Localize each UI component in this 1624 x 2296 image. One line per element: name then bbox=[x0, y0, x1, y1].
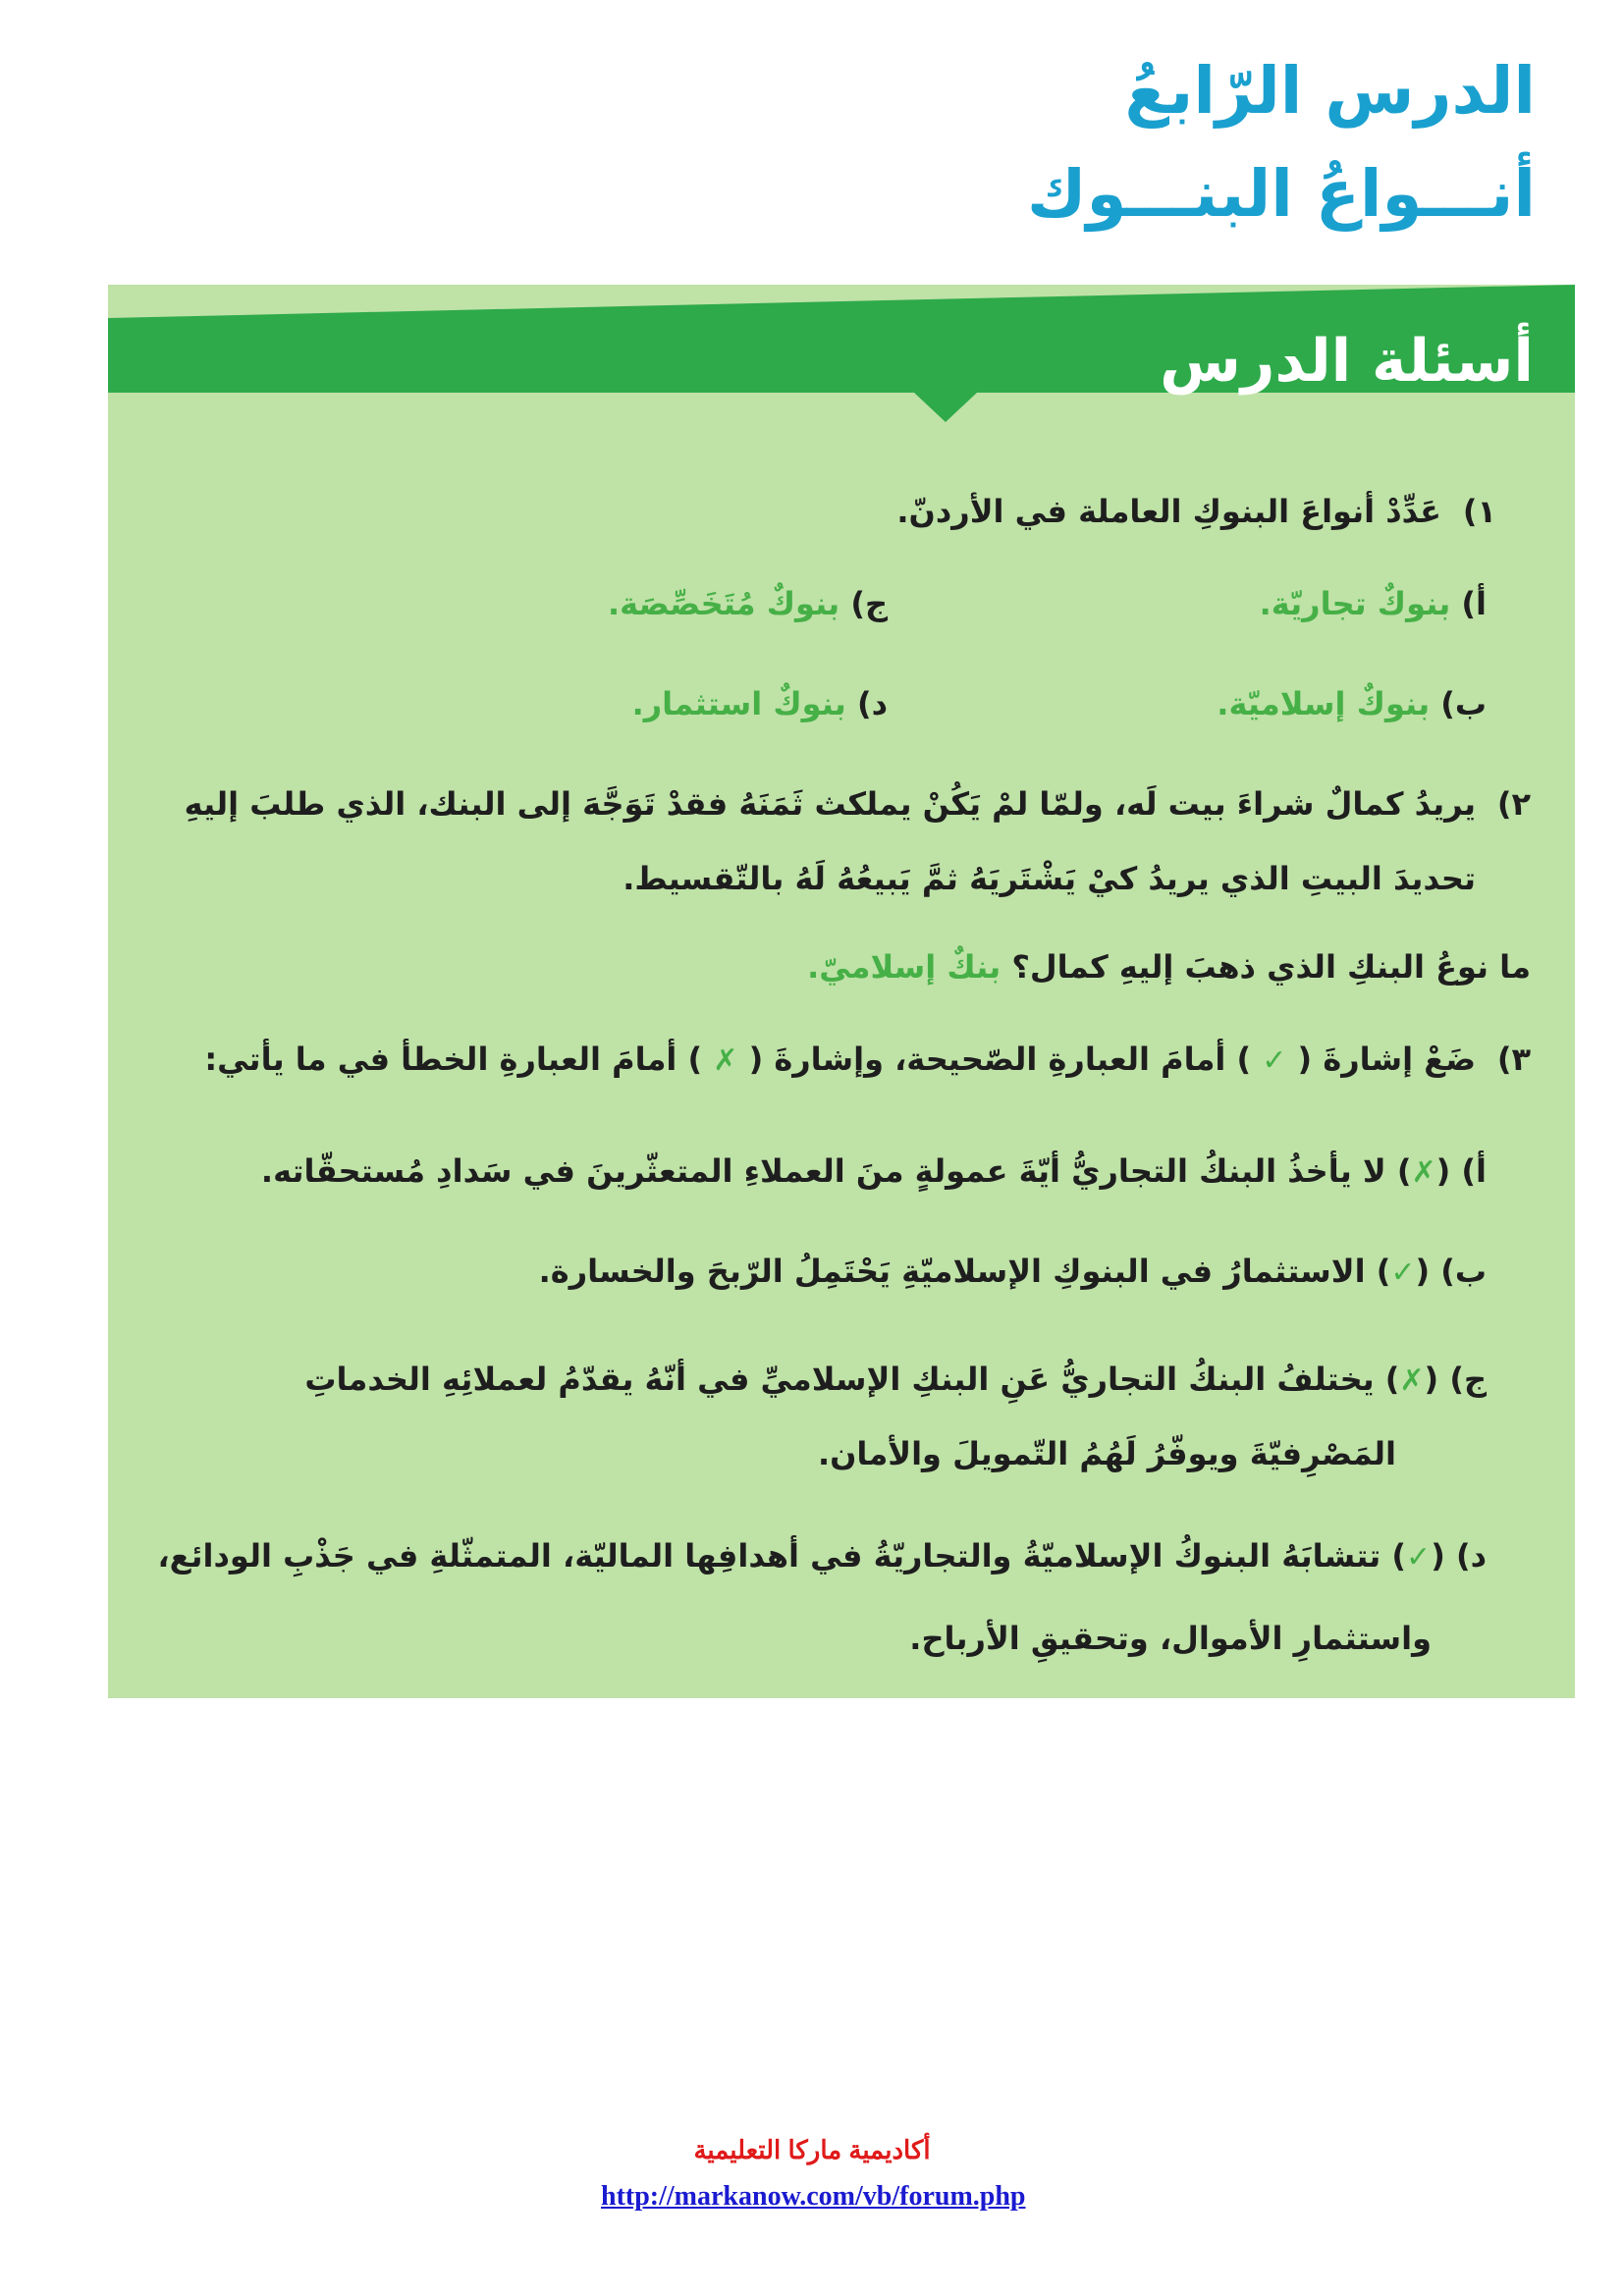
q3-item-d: د) (✓) تتشابَهُ البنوكُ الإسلاميّةُ والتجاريّةُ في أهدافِها الماليّة، المتمثّلةِ في جَذْبِ الودائع، bbox=[157, 1537, 1487, 1575]
q2-question bbox=[807, 948, 1531, 986]
item-text: تتشابَهُ البنوكُ الإسلاميّةُ والتجاريّةُ في أهدافِها الماليّة، المتمثّلةِ في جَذْبِ الودائع، bbox=[157, 1537, 1381, 1575]
option-label: ج) bbox=[850, 585, 888, 622]
option-label: أ) bbox=[1461, 585, 1487, 622]
q1-line bbox=[896, 493, 1496, 530]
item-text: لا يأخذُ البنكُ التجاريُّ أيّةَ عمولةٍ منَ العملاءِ المتعثّرينَ في سَدادِ مُستحقّاته. bbox=[260, 1152, 1386, 1190]
q2-text-1: يريدُ كمالٌ شراءَ بيت لَه، ولمّا لمْ يَكُنْ يملكث ثَمَنَهُ فقدْ تَوَجَّهَ إلى البنك، الذي طلبَ إليهِ bbox=[184, 785, 1476, 823]
q1-option-b bbox=[1217, 685, 1487, 722]
check-icon: ✓ bbox=[1406, 1540, 1432, 1575]
q3-item-c: ج) (✗) يختلفُ البنكُ التجاريُّ عَنِ البنكِ الإسلاميِّ في أنّهُ يقدّمُ لعملائِهِ الخدماتِ bbox=[304, 1361, 1487, 1398]
q3-intro bbox=[204, 1041, 1531, 1079]
q3-intro-a: ضَعْ إشارةَ ( bbox=[1297, 1041, 1476, 1078]
q1-option-c bbox=[608, 585, 888, 622]
option-label: د) bbox=[856, 685, 888, 722]
option-text: بنوكٌ استثمار. bbox=[631, 685, 846, 722]
q2-question-text: ما نوعُ البنكِ الذي ذهبَ إليهِ كمال؟ bbox=[1011, 948, 1531, 986]
option-label: ب) bbox=[1440, 685, 1487, 722]
banner-title: أسئلة الدرس bbox=[1160, 327, 1534, 396]
option-text: بنوكٌ مُتَخَصِّصَة. bbox=[608, 585, 840, 622]
item-label: أ) bbox=[1461, 1152, 1487, 1190]
q1-option-d bbox=[632, 685, 888, 722]
q3-intro-c: ) أمامَ العبارةِ الخطأ في ما يأتي: bbox=[204, 1041, 703, 1078]
option-text: بنوكٌ إسلاميّة. bbox=[1217, 685, 1431, 722]
check-icon: ✓ bbox=[1262, 1043, 1287, 1078]
item-label: ب) bbox=[1440, 1253, 1487, 1290]
item-label: د) bbox=[1455, 1537, 1487, 1575]
academy-name: أكاديمية ماركا التعليمية bbox=[693, 2135, 931, 2164]
cross-icon: ✗ bbox=[1399, 1363, 1425, 1398]
q1-text: عَدِّدْ أنواعَ البنوكِ العاملة في الأردنّ. bbox=[896, 493, 1441, 530]
lesson-title: أنـــواعُ البنـــوك bbox=[1027, 156, 1536, 232]
q3-item-b: ب) (✓) الاستثمارُ في البنوكِ الإسلاميّةِ يَحْتَمِلُ الرّبحَ والخسارة. bbox=[538, 1253, 1487, 1290]
q3-number: ٣) bbox=[1496, 1041, 1531, 1078]
item-text: يختلفُ البنكُ التجاريُّ عَنِ البنكِ الإسلاميِّ في أنّهُ يقدّمُ لعملائِهِ الخدماتِ bbox=[304, 1361, 1375, 1398]
q3-item-d-line2: واستثمارِ الأموال، وتحقيقِ الأرباح. bbox=[909, 1620, 1432, 1657]
option-text: بنوكٌ تجاريّة. bbox=[1259, 585, 1451, 622]
forum-link[interactable]: http://markanow.com/vb/forum.php bbox=[601, 2181, 1026, 2212]
q3-intro-b: ) أمامَ العبارةِ الصّحيحة، وإشارةَ ( bbox=[748, 1041, 1252, 1078]
item-label: ج) bbox=[1449, 1361, 1487, 1398]
q2-number: ٢) bbox=[1496, 785, 1531, 823]
check-icon: ✓ bbox=[1390, 1255, 1416, 1290]
cross-icon: ✗ bbox=[713, 1043, 738, 1078]
q3-item-a: أ) (✗) لا يأخذُ البنكُ التجاريُّ أيّةَ عمولةٍ منَ العملاءِ المتعثّرينَ في سَدادِ مُستحقّاته. bbox=[260, 1152, 1487, 1190]
q3-item-c-line2: المَصْرِفيّةَ ويوفّرُ لَهُمُ التّمويلَ والأمان. bbox=[817, 1435, 1396, 1472]
item-text: الاستثمارُ في البنوكِ الإسلاميّةِ يَحْتَمِلُ الرّبحَ والخسارة. bbox=[538, 1253, 1366, 1290]
q1-option-a bbox=[1260, 585, 1487, 622]
q1-number: ١) bbox=[1462, 493, 1496, 530]
q2-line2: تحديدَ البيتِ الذي يريدُ كيْ يَشْتَريَهُ ثمَّ يَبيعُهُ لَهُ بالتّقسيط. bbox=[623, 860, 1476, 897]
cross-icon: ✗ bbox=[1411, 1155, 1436, 1190]
q2-answer: بنكٌ إسلاميّ. bbox=[807, 948, 1001, 986]
q2-line1 bbox=[185, 785, 1531, 823]
lesson-label: الدرس الرّابعُ bbox=[1124, 53, 1536, 129]
questions-panel bbox=[108, 285, 1575, 1698]
